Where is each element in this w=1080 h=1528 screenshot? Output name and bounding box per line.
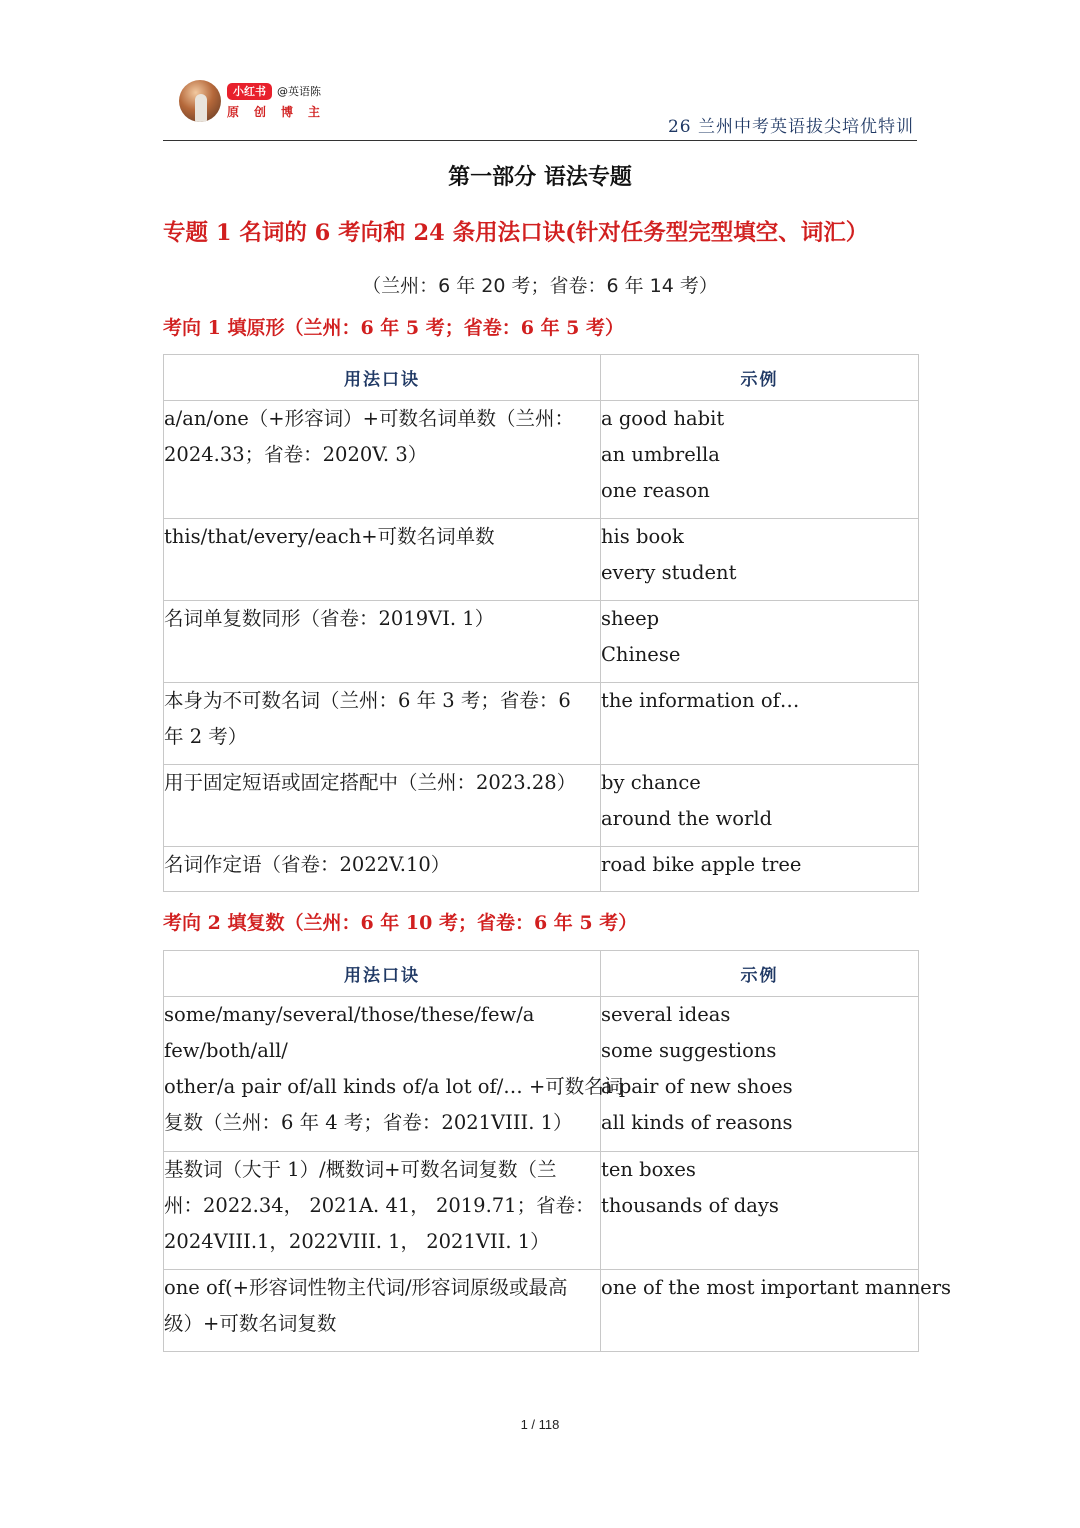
table-row — [164, 765, 919, 847]
example-cell: ten boxes thousands of days — [601, 1152, 919, 1270]
rule-cell: 基数词（大于 1）/概数词+可数名词复数（兰 州：2022.34， 2021A. 41， 2019.71；省卷： 2024VIII.1，2022VIII. 1， 2021VII. 1） — [164, 1152, 601, 1270]
author-handle: @英语陈 — [277, 85, 321, 98]
usage-table — [163, 950, 952, 1352]
avatar — [179, 80, 221, 122]
table-row — [164, 401, 919, 519]
rule-cell: some/many/several/those/these/few/a few/both/all/ other/a pair of/all kinds of/a lot of/… +可数名词 复数（兰州：6 年 4 考；省卷：2021VIII. 1） — [164, 997, 601, 1152]
xiaohongshu-badge: 小红书 — [227, 83, 272, 100]
rule-cell: 本身为不可数名词（兰州：6 年 3 考；省卷：6 年 2 考） — [164, 683, 601, 765]
table-row — [164, 519, 919, 601]
table-row — [164, 601, 919, 683]
topic-title: 专题 1 名词的 6 考向和 24 条用法口诀(针对任务型完型填空、词汇） — [163, 220, 869, 246]
table-row — [164, 1152, 919, 1270]
section-title: 考向 1 填原形（兰州：6 年 5 考；省卷：6 年 5 考） — [163, 317, 625, 339]
part-title: 第一部分 语法专题 — [448, 164, 632, 190]
exam-stats: （兰州：6 年 20 考；省卷：6 年 14 考） — [362, 275, 718, 297]
usage-table — [163, 354, 919, 892]
page-header — [163, 78, 917, 141]
rule-cell: 用于固定短语或固定搭配中（兰州：2023.28） — [164, 765, 601, 847]
rule-cell: a/an/one（+形容词）+可数名词单数（兰州： 2024.33；省卷：2020V. 3） — [164, 401, 601, 519]
rule-cell: one of(+形容词性物主代词/形容词原级或最高 级）+可数名词复数 — [164, 1270, 601, 1352]
table-row — [164, 847, 919, 892]
example-cell: by chance around the world — [601, 765, 919, 847]
example-cell: one of the most important manners — [601, 1270, 919, 1352]
example-cell: a good habit an umbrella one reason — [601, 401, 919, 519]
example-cell: road bike apple tree — [601, 847, 919, 892]
page-number: 1 / 118 — [520, 1417, 560, 1432]
example-cell: his book every student — [601, 519, 919, 601]
column-header-example: 示例 — [601, 951, 919, 997]
series-title: 26 兰州中考英语拔尖培优特训 — [667, 117, 914, 137]
column-header-example: 示例 — [601, 355, 919, 401]
rule-cell: 名词作定语（省卷：2022V.10） — [164, 847, 601, 892]
original-creator-label: 原创博主 — [227, 105, 336, 119]
rule-cell: 名词单复数同形（省卷：2019VI. 1） — [164, 601, 601, 683]
rule-cell: this/that/every/each+可数名词单数 — [164, 519, 601, 601]
table-row — [164, 1270, 919, 1352]
column-header-rule: 用法口诀 — [164, 355, 601, 401]
table-row — [164, 997, 919, 1152]
column-header-rule: 用法口诀 — [164, 951, 601, 997]
example-cell: several ideas some suggestions a pair of new shoes all kinds of reasons — [601, 997, 919, 1152]
section-title: 考向 2 填复数（兰州：6 年 10 考；省卷：6 年 5 考） — [163, 912, 638, 934]
example-cell: sheep Chinese — [601, 601, 919, 683]
example-cell: the information of… — [601, 683, 919, 765]
table-row — [164, 683, 919, 765]
